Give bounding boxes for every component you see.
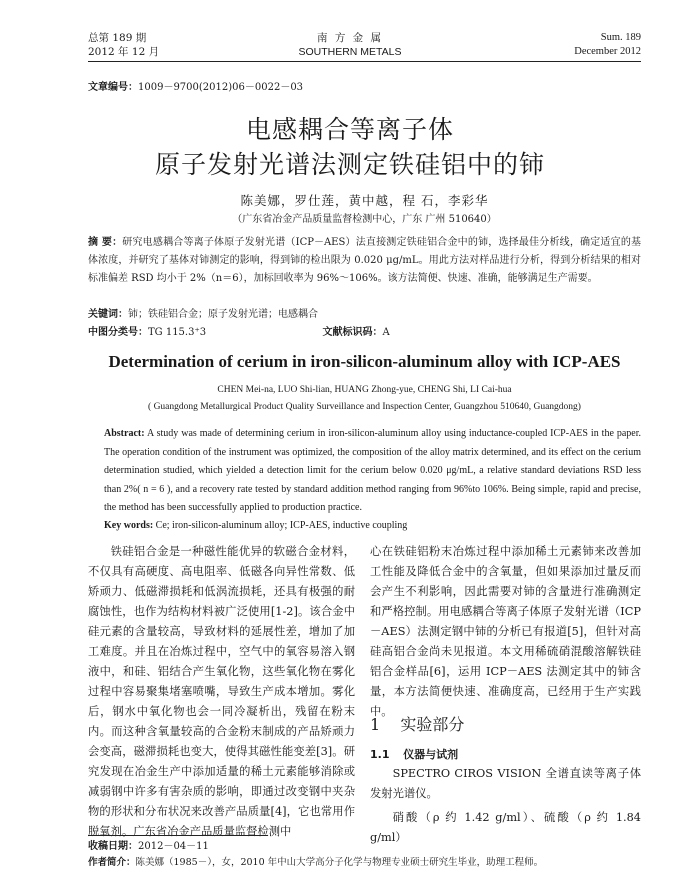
section-1-number: 1 <box>370 715 381 734</box>
abstract-en <box>104 425 641 518</box>
journal-name-en: SOUTHERN METALS <box>298 46 402 58</box>
journal-name-cn: 南 方 金 属 <box>316 32 383 44</box>
body-left-column <box>88 542 355 842</box>
header-rule <box>88 61 641 62</box>
classification <box>88 324 641 342</box>
body-left-paragraph: 铁硅铝合金是一种磁性能优异的软磁合金材料，不仅具有高硬度、高电阻率、低磁各向异性常数、低矫顽力、低磁滞损耗和低涡流损耗，还具有极强的耐腐蚀性，也作为结构材料被广泛使用[1-2]。该合金中硅元素的含量较高，导致材料的延展性差，增加了加工难度。并且在冶炼过程中，空气中的氧容易溶入钢液中，和硅、铝结合产生氧化物，这些氧化物在雾化过程中容易聚集堵塞喷嘴，导致生产成本增加。雾化后，钢水中氧化物也会一同冷凝析出，残留在粉末内。而这种含氧量较高的合金粉末制成的产品矫顽力会变高，磁滞损耗也变大，使得其磁性能变差[3]。研究发现在冶金生产中添加适量的稀土元素能够消除或减弱钢中许多有害杂质的影响，即通过改变钢中夹杂物的形状和分布状况来改善产品质量[4]，它也常用作脱氧剂。广东省冶金产品质量监督检测中 <box>88 545 355 838</box>
affiliation-cn: （广东省冶金产品质量监督检测中心，广东 广州 510640） <box>232 214 497 225</box>
clc-value: TG 115.3⁺3 <box>148 327 207 338</box>
abstract-cn-text: 研究电感耦合等离子体原子发射光谱（ICP－AES）法直接测定铁硅铝合金中的铈，选择最佳分析线，确定适宜的基体浓度，并研究了基体对铈测定的影响，得到铈的检出限为 0.020 μg/mL。用此方法对样品进行分析，得到分析结果的相对标准偏差 RSD 均小于 2%（n＝6），加标回收率为 96%～106%。该方法简便、快速、准确，能够满足生产需要。 <box>88 237 642 284</box>
section-1-title: 实验部分 <box>400 715 465 734</box>
authors-cn: 陈美娜，罗仕莲，黄中越，程 石，李彩华 <box>240 193 489 208</box>
body-right-paragraph: 心在铁硅铝粉末冶炼过程中添加稀土元素铈来改善加工性能及降低合金中的含氧量，但如果添加过量反而会产生不利影响，因此需要对铈的含量进行准确测定和严格控制。用电感耦合等离子体原子发射光谱（ICP－AES）法测定钢中铈的分析已有报道[5]，但针对高硅高铝合金尚未见报道。本文用稀硫硝混酸溶解铁硅铝合金样品[6]，运用 ICP－AES 法测定其中的铈含量，本方法简便快速、准确度高，已经用于生产实践中。 <box>370 545 641 718</box>
reagents-text: 硝酸（ρ 约 1.42 g/ml）、硫酸（ρ 约 1.84 g/ml） <box>370 811 641 844</box>
instrument-text: SPECTRO CIROS VISION 全谱直读等离子体发射光谱仪。 <box>370 767 641 800</box>
header-journal <box>250 31 450 59</box>
issue-sum: Sum. 189 <box>600 32 641 43</box>
subsection-1-1-body <box>370 764 641 848</box>
title-en: Determination of cerium in iron-silicon-aluminum alloy with ICP-AES <box>108 352 621 371</box>
keywords-en-label: Key words: <box>104 520 154 531</box>
abstract-en-text: A study was made of determining cerium in iron-silicon-aluminum alloy using inductance-coupled ICP-AES in the paper. The operation condition of the instrument was optimized, the composition of the alloy matrix determined, and its effect on the cerium determination studied, which yielded a detection limit for the cerium below 0.020 μg/mL, a relative standard deviations RSD less than 2%( n = 6 ), and a recovery rate tested by standard addition method ranging from 96%to 106%. Being simple, rapid and precise, the method has been successfully applied to production practice. <box>104 428 642 513</box>
section-1-heading <box>370 714 464 736</box>
subsection-1-1-heading <box>370 746 458 762</box>
author-bio: 作者简介：陈美娜（1985－），女，2010 年中山大学高分子化学与物理专业硕士研究生毕业，助理工程师。 <box>88 857 544 868</box>
keywords-en <box>104 517 641 535</box>
footnote-rule <box>88 835 268 836</box>
authors-en: CHEN Mei-na, LUO Shi-lian, HUANG Zhong-yue, CHENG Shi, LI Cai-hua <box>217 385 512 395</box>
keywords-en-text: Ce; iron-silicon-aluminum alloy; ICP-AES, inductive coupling <box>155 520 408 531</box>
issue-date: 2012 年 12 月 <box>88 46 160 58</box>
affiliation-en: ( Guangdong Metallurgical Product Quality Surveillance and Inspection Center, Guangzhou 510640, Guangdong) <box>148 402 581 412</box>
abstract-cn <box>88 234 641 288</box>
keywords-cn-label: 关键词： <box>88 309 128 320</box>
header-right <box>574 31 641 59</box>
doc-code-label: 文献标识码： <box>322 327 383 338</box>
keywords-cn-text: 铈；铁硅铝合金；原子发射光谱；电感耦合 <box>128 309 318 320</box>
abstract-en-label: Abstract: <box>104 428 145 439</box>
received-date: 收稿日期：2012－04－11 <box>88 841 209 852</box>
subsection-1-1-title: 仪器与试剂 <box>403 748 459 761</box>
title-cn-line2: 原子发射光谱法测定铁硅铝中的铈 <box>154 150 545 179</box>
abstract-cn-label: 摘 要： <box>88 237 123 248</box>
header-left <box>88 31 159 59</box>
keywords-cn <box>88 306 641 324</box>
title-cn-line1: 电感耦合等离子体 <box>245 115 454 144</box>
issue-number: 总第 189 期 <box>88 32 147 44</box>
issue-month: December 2012 <box>574 46 641 57</box>
body-right-column <box>370 542 641 722</box>
clc-label: 中图分类号： <box>88 327 148 338</box>
subsection-1-1-number: 1.1 <box>370 748 390 761</box>
article-number: 文章编号：1009－9700(2012)06－0022－03 <box>88 82 304 93</box>
doc-code-value: A <box>382 327 390 338</box>
